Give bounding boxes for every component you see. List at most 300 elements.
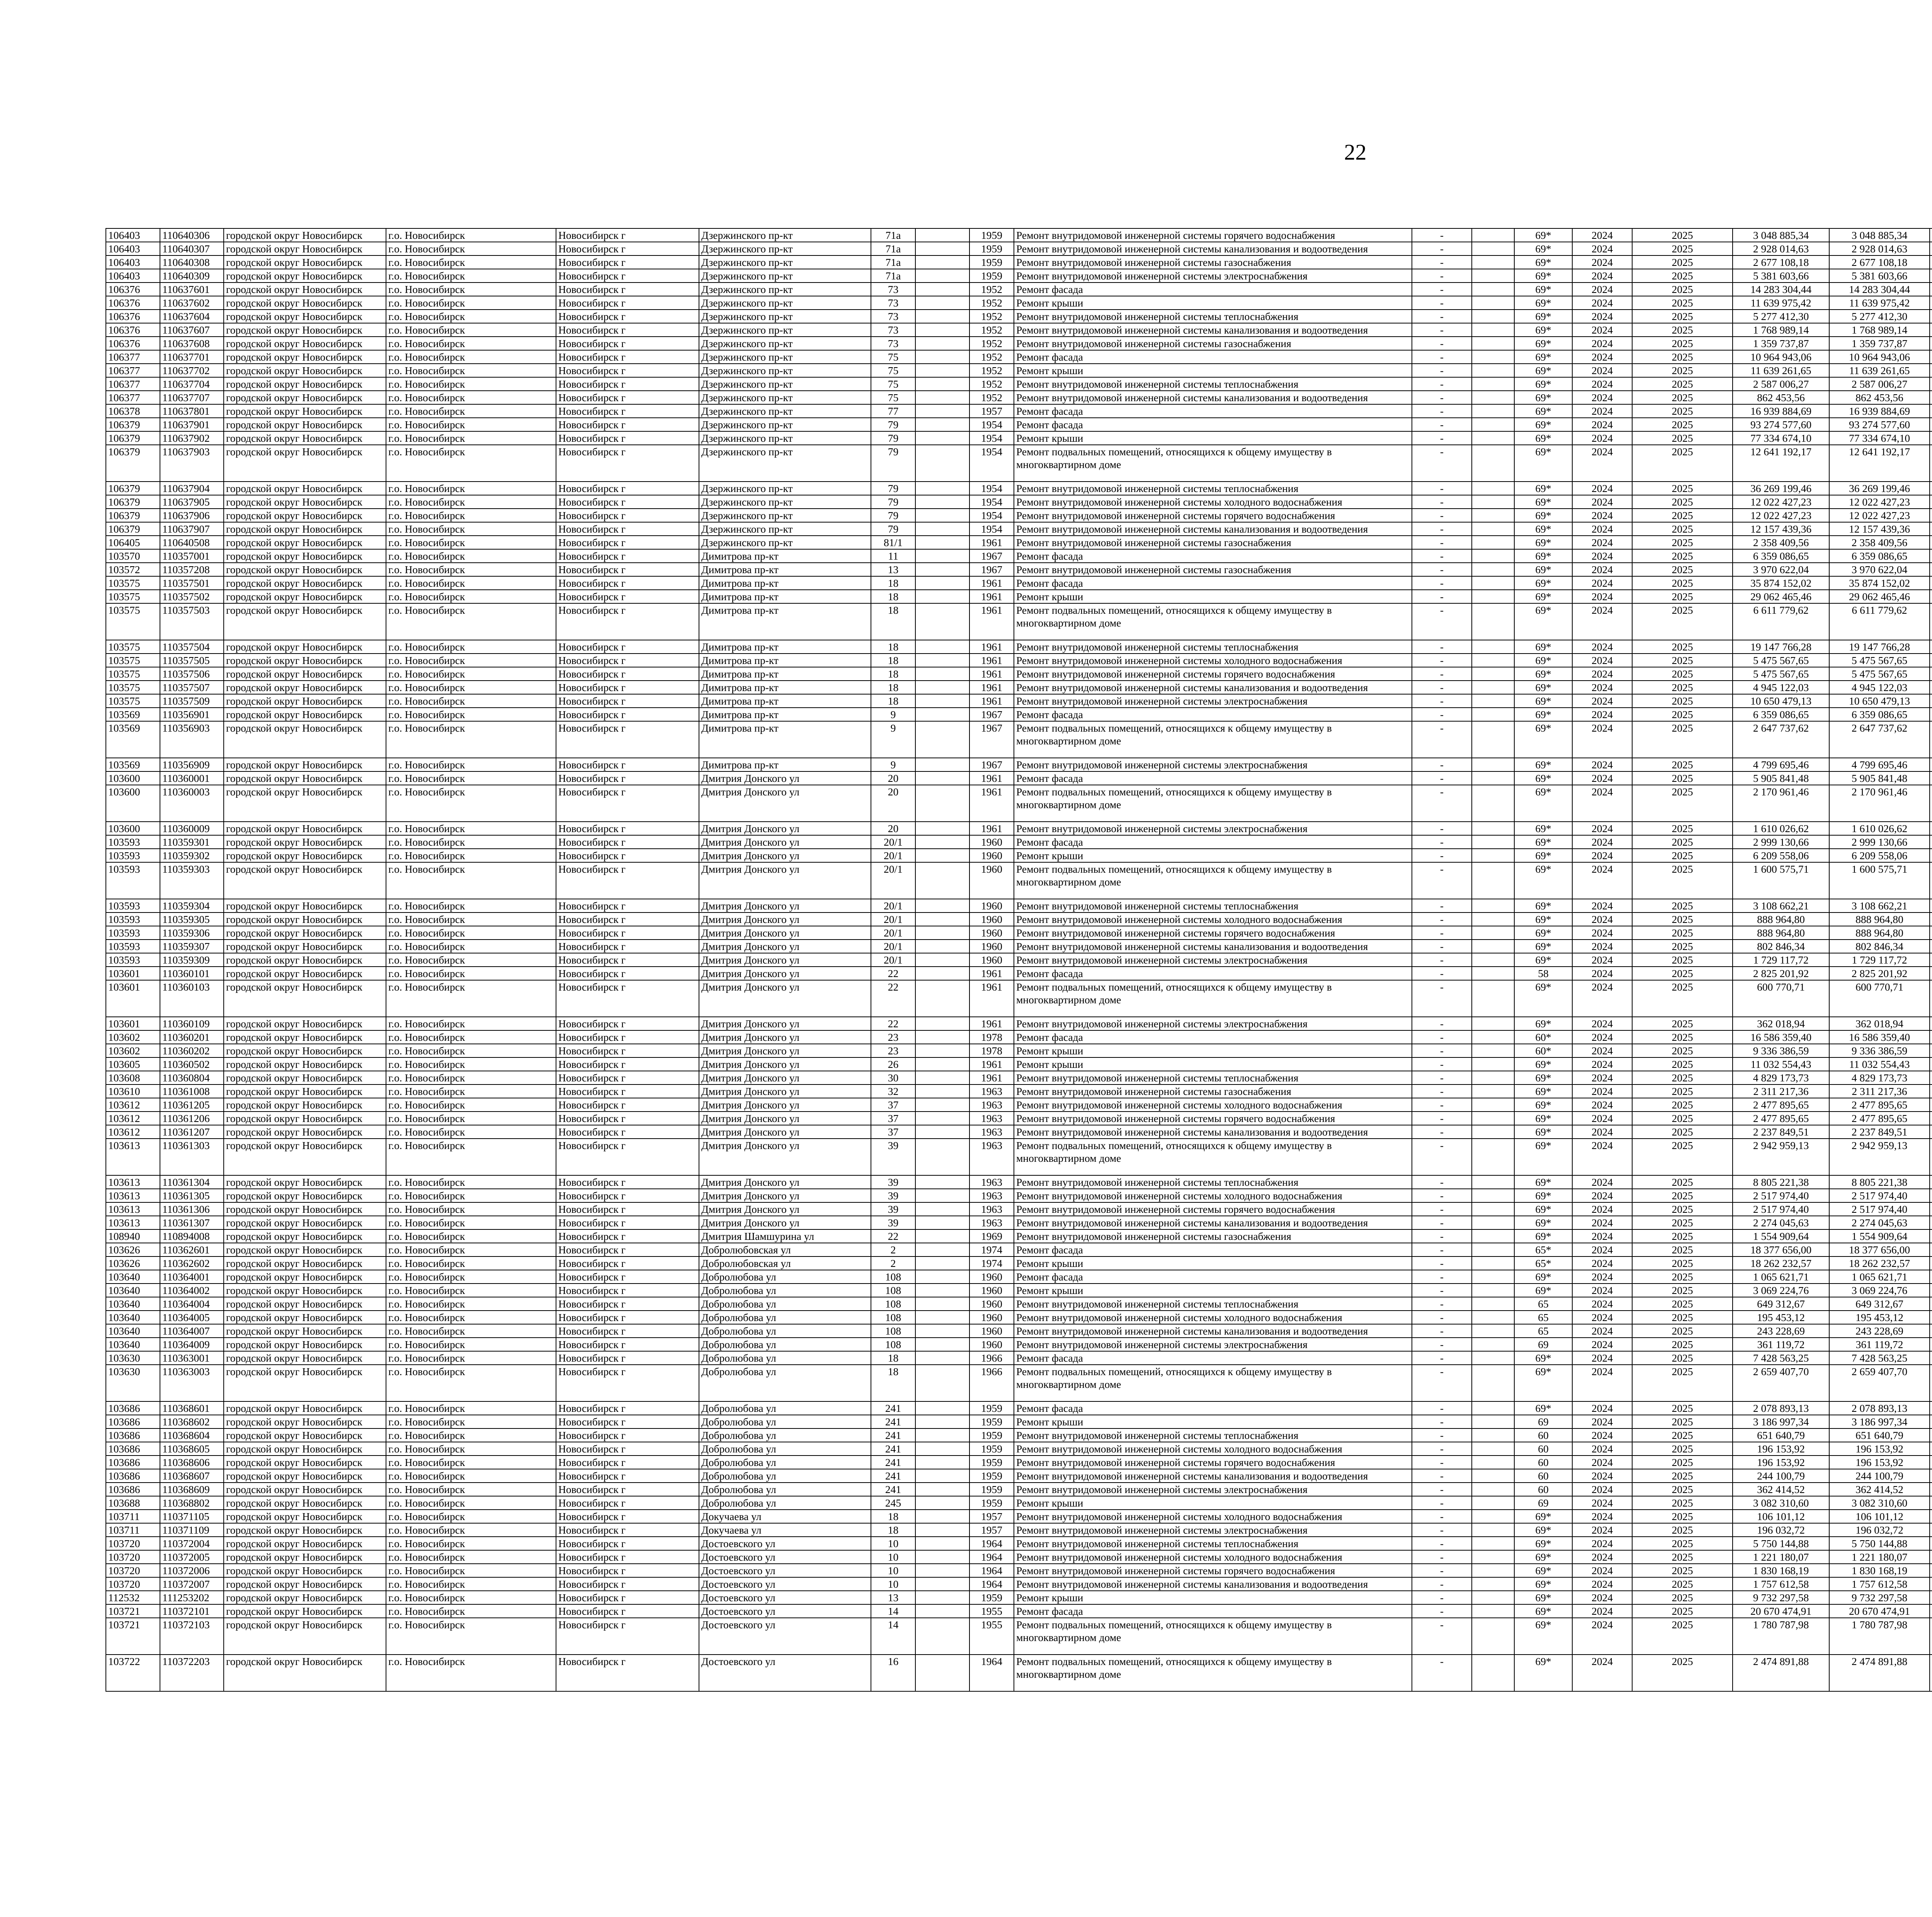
year-to-cell: 2025 (1632, 522, 1733, 536)
empty-cell (1472, 1655, 1514, 1691)
municipality-cell: городской округ Новосибирск (224, 1415, 386, 1428)
federal-budget-cell (1930, 654, 1932, 667)
fund-cost-cell: 244 100,79 (1829, 1469, 1930, 1483)
fund-cost-cell: 196 032,72 (1829, 1523, 1930, 1537)
total-cost-cell: 3 970 622,04 (1733, 563, 1829, 576)
street-cell: Дмитрия Донского ул (699, 940, 871, 953)
year-from-cell: 2024 (1572, 899, 1632, 913)
settlement-cell: Новосибирск г (556, 1057, 699, 1071)
build-year-cell: 1967 (969, 708, 1014, 721)
empty-cell (915, 681, 969, 694)
work-id-cell: 110361306 (160, 1202, 224, 1216)
table-row (106, 1591, 1932, 1604)
table-row (106, 495, 1932, 509)
urban-district-cell: г.о. Новосибирск (386, 1189, 556, 1202)
street-cell: Дмитрия Донского ул (699, 835, 871, 849)
empty-cell (1472, 1216, 1514, 1229)
work-type-cell: Ремонт внутридомовой инженерной системы электроснабжения (1014, 1483, 1412, 1496)
work-type-cell: Ремонт фасада (1014, 771, 1412, 785)
table-row (106, 1604, 1932, 1618)
dash-cell: - (1412, 1297, 1472, 1311)
work-type-cell: Ремонт внутридомовой инженерной системы электроснабжения (1014, 1338, 1412, 1351)
total-cost-cell: 12 157 439,36 (1733, 522, 1829, 536)
dash-cell: - (1412, 1604, 1472, 1618)
house-number-cell: 10 (871, 1564, 915, 1577)
federal-budget-cell (1930, 681, 1932, 694)
work-id-cell: 110362602 (160, 1256, 224, 1270)
work-id-cell: 110372005 (160, 1550, 224, 1564)
work-id-cell: 110637607 (160, 323, 224, 337)
work-id-cell: 110637901 (160, 418, 224, 431)
work-type-cell: Ремонт внутридомовой инженерной системы канализования и водоотведения (1014, 391, 1412, 404)
work-type-cell: Ремонт внутридомовой инженерной системы теплоснабжения (1014, 482, 1412, 495)
empty-cell (1472, 1270, 1514, 1284)
settlement-cell: Новосибирск г (556, 1189, 699, 1202)
urban-district-cell: г.о. Новосибирск (386, 849, 556, 862)
empty-cell (1472, 640, 1514, 654)
federal-budget-cell (1930, 391, 1932, 404)
year-to-cell: 2025 (1632, 1591, 1733, 1604)
wear-percent-cell: 69* (1514, 1270, 1572, 1284)
work-id-cell: 110360109 (160, 1017, 224, 1030)
empty-cell (1472, 242, 1514, 255)
house-number-cell: 20/1 (871, 926, 915, 940)
federal-budget-cell (1930, 1071, 1932, 1084)
empty-cell (915, 1537, 969, 1550)
urban-district-cell: г.о. Новосибирск (386, 310, 556, 323)
wear-percent-cell: 69* (1514, 255, 1572, 269)
urban-district-cell: г.о. Новосибирск (386, 228, 556, 242)
wear-percent-cell: 69* (1514, 296, 1572, 310)
work-id-cell: 110357502 (160, 590, 224, 603)
empty-cell (1472, 1523, 1514, 1537)
municipality-cell: городской округ Новосибирск (224, 1564, 386, 1577)
wear-percent-cell: 69* (1514, 418, 1572, 431)
year-from-cell: 2024 (1572, 482, 1632, 495)
house-number-cell: 39 (871, 1202, 915, 1216)
empty-cell (915, 509, 969, 522)
municipality-cell: городской округ Новосибирск (224, 771, 386, 785)
total-cost-cell: 2 999 130,66 (1733, 835, 1829, 849)
table-row (106, 1139, 1932, 1175)
urban-district-cell: г.о. Новосибирск (386, 522, 556, 536)
municipality-cell: городской округ Новосибирск (224, 1071, 386, 1084)
year-to-cell: 2025 (1632, 1112, 1733, 1125)
work-type-cell: Ремонт внутридомовой инженерной системы электроснабжения (1014, 1523, 1412, 1537)
total-cost-cell: 5 750 144,88 (1733, 1537, 1829, 1550)
year-from-cell: 2024 (1572, 694, 1632, 708)
total-cost-cell: 888 964,80 (1733, 913, 1829, 926)
work-id-cell: 110637707 (160, 391, 224, 404)
house-id-cell: 103600 (106, 771, 160, 785)
fund-cost-cell: 2 587 006,27 (1829, 377, 1930, 391)
settlement-cell: Новосибирск г (556, 1284, 699, 1297)
street-cell: Дзержинского пр-кт (699, 323, 871, 337)
work-id-cell: 110361304 (160, 1175, 224, 1189)
municipality-cell: городской округ Новосибирск (224, 1112, 386, 1125)
work-id-cell: 110637602 (160, 296, 224, 310)
federal-budget-cell (1930, 1365, 1932, 1401)
house-number-cell: 9 (871, 721, 915, 758)
federal-budget-cell (1930, 1229, 1932, 1243)
work-type-cell: Ремонт внутридомовой инженерной системы холодного водоснабжения (1014, 495, 1412, 509)
dash-cell: - (1412, 269, 1472, 283)
urban-district-cell: г.о. Новосибирск (386, 1591, 556, 1604)
municipality-cell: городской округ Новосибирск (224, 310, 386, 323)
settlement-cell: Новосибирск г (556, 694, 699, 708)
total-cost-cell: 11 032 554,43 (1733, 1057, 1829, 1071)
work-id-cell: 110361305 (160, 1189, 224, 1202)
fund-cost-cell: 1 065 621,71 (1829, 1270, 1930, 1284)
house-id-cell: 106379 (106, 522, 160, 536)
street-cell: Дзержинского пр-кт (699, 495, 871, 509)
house-id-cell: 106376 (106, 310, 160, 323)
empty-cell (1472, 1125, 1514, 1139)
year-from-cell: 2024 (1572, 967, 1632, 980)
house-id-cell: 106379 (106, 431, 160, 445)
fund-cost-cell: 3 082 310,60 (1829, 1496, 1930, 1510)
empty-cell (915, 1030, 969, 1044)
fund-cost-cell: 1 359 737,87 (1829, 337, 1930, 350)
street-cell: Дмитрия Донского ул (699, 1017, 871, 1030)
fund-cost-cell: 651 640,79 (1829, 1428, 1930, 1442)
settlement-cell: Новосибирск г (556, 1297, 699, 1311)
dash-cell: - (1412, 1030, 1472, 1044)
fund-cost-cell: 12 157 439,36 (1829, 522, 1930, 536)
work-id-cell: 110361205 (160, 1098, 224, 1112)
dash-cell: - (1412, 721, 1472, 758)
empty-cell (915, 1401, 969, 1415)
empty-cell (915, 1139, 969, 1175)
fund-cost-cell: 2 659 407,70 (1829, 1365, 1930, 1401)
build-year-cell: 1960 (969, 1338, 1014, 1351)
year-from-cell: 2024 (1572, 1510, 1632, 1523)
federal-budget-cell (1930, 822, 1932, 835)
total-cost-cell: 12 022 427,23 (1733, 495, 1829, 509)
settlement-cell: Новосибирск г (556, 1324, 699, 1338)
wear-percent-cell: 69* (1514, 283, 1572, 296)
urban-district-cell: г.о. Новосибирск (386, 1604, 556, 1618)
empty-cell (915, 721, 969, 758)
empty-cell (1472, 967, 1514, 980)
settlement-cell: Новосибирск г (556, 1044, 699, 1057)
empty-cell (1472, 681, 1514, 694)
build-year-cell: 1961 (969, 603, 1014, 640)
year-from-cell: 2024 (1572, 1044, 1632, 1057)
fund-cost-cell: 3 186 997,34 (1829, 1415, 1930, 1428)
urban-district-cell: г.о. Новосибирск (386, 1428, 556, 1442)
work-type-cell: Ремонт внутридомовой инженерной системы электроснабжения (1014, 1017, 1412, 1030)
work-type-cell: Ремонт крыши (1014, 1057, 1412, 1071)
wear-percent-cell: 69* (1514, 862, 1572, 899)
work-type-cell: Ремонт фасада (1014, 1270, 1412, 1284)
year-to-cell: 2025 (1632, 255, 1733, 269)
house-id-cell: 103688 (106, 1496, 160, 1510)
urban-district-cell: г.о. Новосибирск (386, 391, 556, 404)
build-year-cell: 1963 (969, 1202, 1014, 1216)
year-from-cell: 2024 (1572, 1057, 1632, 1071)
municipality-cell: городской округ Новосибирск (224, 255, 386, 269)
settlement-cell: Новосибирск г (556, 1229, 699, 1243)
settlement-cell: Новосибирск г (556, 980, 699, 1017)
work-id-cell: 110357503 (160, 603, 224, 640)
table-row (106, 1098, 1932, 1112)
urban-district-cell: г.о. Новосибирск (386, 1139, 556, 1175)
federal-budget-cell (1930, 431, 1932, 445)
settlement-cell: Новосибирск г (556, 758, 699, 771)
dash-cell: - (1412, 431, 1472, 445)
total-cost-cell: 3 048 885,34 (1733, 228, 1829, 242)
work-id-cell: 110640306 (160, 228, 224, 242)
municipality-cell: городской округ Новосибирск (224, 1256, 386, 1270)
settlement-cell: Новосибирск г (556, 242, 699, 255)
year-from-cell: 2024 (1572, 940, 1632, 953)
urban-district-cell: г.о. Новосибирск (386, 913, 556, 926)
federal-budget-cell (1930, 255, 1932, 269)
house-number-cell: 241 (871, 1428, 915, 1442)
build-year-cell: 1959 (969, 269, 1014, 283)
fund-cost-cell: 8 805 221,38 (1829, 1175, 1930, 1189)
wear-percent-cell: 69* (1514, 1618, 1572, 1655)
total-cost-cell: 3 082 310,60 (1733, 1496, 1829, 1510)
street-cell: Добролюбова ул (699, 1428, 871, 1442)
build-year-cell: 1961 (969, 590, 1014, 603)
wear-percent-cell: 69* (1514, 1351, 1572, 1365)
build-year-cell: 1961 (969, 536, 1014, 549)
wear-percent-cell: 69* (1514, 771, 1572, 785)
work-id-cell: 110356909 (160, 758, 224, 771)
table-row (106, 549, 1932, 563)
dash-cell: - (1412, 1510, 1472, 1523)
build-year-cell: 1964 (969, 1550, 1014, 1564)
year-to-cell: 2025 (1632, 913, 1733, 926)
wear-percent-cell: 60 (1514, 1469, 1572, 1483)
dash-cell: - (1412, 1415, 1472, 1428)
empty-cell (915, 482, 969, 495)
house-id-cell: 103720 (106, 1537, 160, 1550)
municipality-cell: городской округ Новосибирск (224, 1351, 386, 1365)
dash-cell: - (1412, 418, 1472, 431)
fund-cost-cell: 195 453,12 (1829, 1311, 1930, 1324)
federal-budget-cell (1930, 1243, 1932, 1256)
urban-district-cell: г.о. Новосибирск (386, 967, 556, 980)
house-number-cell: 30 (871, 1071, 915, 1084)
house-id-cell: 103575 (106, 681, 160, 694)
wear-percent-cell: 65* (1514, 1243, 1572, 1256)
settlement-cell: Новосибирск г (556, 283, 699, 296)
settlement-cell: Новосибирск г (556, 1604, 699, 1618)
table-row (106, 337, 1932, 350)
empty-cell (1472, 549, 1514, 563)
work-type-cell: Ремонт внутридомовой инженерной системы теплоснабжения (1014, 1071, 1412, 1084)
wear-percent-cell: 69* (1514, 1523, 1572, 1537)
dash-cell: - (1412, 495, 1472, 509)
work-type-cell: Ремонт подвальных помещений, относящихся к общему имуществу в многоквартирном доме (1014, 721, 1412, 758)
urban-district-cell: г.о. Новосибирск (386, 1469, 556, 1483)
fund-cost-cell: 77 334 674,10 (1829, 431, 1930, 445)
urban-district-cell: г.о. Новосибирск (386, 1510, 556, 1523)
empty-cell (1472, 522, 1514, 536)
year-from-cell: 2024 (1572, 310, 1632, 323)
fund-cost-cell: 2 170 961,46 (1829, 785, 1930, 822)
wear-percent-cell: 60* (1514, 1044, 1572, 1057)
total-cost-cell: 3 108 662,21 (1733, 899, 1829, 913)
empty-cell (1472, 980, 1514, 1017)
wear-percent-cell: 69* (1514, 563, 1572, 576)
dash-cell: - (1412, 654, 1472, 667)
urban-district-cell: г.о. Новосибирск (386, 953, 556, 967)
empty-cell (915, 418, 969, 431)
urban-district-cell: г.о. Новосибирск (386, 283, 556, 296)
table-row (106, 835, 1932, 849)
street-cell: Дзержинского пр-кт (699, 377, 871, 391)
total-cost-cell: 35 874 152,02 (1733, 576, 1829, 590)
wear-percent-cell: 69* (1514, 364, 1572, 377)
empty-cell (1472, 771, 1514, 785)
dash-cell: - (1412, 323, 1472, 337)
wear-percent-cell: 69* (1514, 1017, 1572, 1030)
federal-budget-cell (1930, 1618, 1932, 1655)
build-year-cell: 1974 (969, 1256, 1014, 1270)
house-id-cell: 103720 (106, 1564, 160, 1577)
federal-budget-cell (1930, 549, 1932, 563)
empty-cell (915, 1523, 969, 1537)
year-to-cell: 2025 (1632, 1017, 1733, 1030)
dash-cell: - (1412, 926, 1472, 940)
house-id-cell: 103686 (106, 1401, 160, 1415)
build-year-cell: 1961 (969, 967, 1014, 980)
total-cost-cell: 5 905 841,48 (1733, 771, 1829, 785)
empty-cell (915, 431, 969, 445)
year-to-cell: 2025 (1632, 721, 1733, 758)
urban-district-cell: г.о. Новосибирск (386, 1270, 556, 1284)
street-cell: Дмитрия Донского ул (699, 899, 871, 913)
empty-cell (1472, 1030, 1514, 1044)
fund-cost-cell: 6 359 086,65 (1829, 708, 1930, 721)
year-to-cell: 2025 (1632, 1550, 1733, 1564)
street-cell: Дмитрия Донского ул (699, 1084, 871, 1098)
year-from-cell: 2024 (1572, 1270, 1632, 1284)
year-to-cell: 2025 (1632, 1030, 1733, 1044)
fund-cost-cell: 18 262 232,57 (1829, 1256, 1930, 1270)
work-type-cell: Ремонт подвальных помещений, относящихся к общему имуществу в многоквартирном доме (1014, 980, 1412, 1017)
dash-cell: - (1412, 377, 1472, 391)
empty-cell (915, 1324, 969, 1338)
year-to-cell: 2025 (1632, 590, 1733, 603)
municipality-cell: городской округ Новосибирск (224, 603, 386, 640)
build-year-cell: 1954 (969, 418, 1014, 431)
build-year-cell: 1960 (969, 1311, 1014, 1324)
wear-percent-cell: 69* (1514, 590, 1572, 603)
empty-cell (1472, 1469, 1514, 1483)
urban-district-cell: г.о. Новосибирск (386, 1618, 556, 1655)
settlement-cell: Новосибирск г (556, 1139, 699, 1175)
work-type-cell: Ремонт внутридомовой инженерной системы холодного водоснабжения (1014, 654, 1412, 667)
table-row (106, 967, 1932, 980)
street-cell: Дмитрия Донского ул (699, 1098, 871, 1112)
empty-cell (1472, 1456, 1514, 1469)
total-cost-cell: 1 768 989,14 (1733, 323, 1829, 337)
urban-district-cell: г.о. Новосибирск (386, 1216, 556, 1229)
street-cell: Добролюбова ул (699, 1496, 871, 1510)
table-row (106, 242, 1932, 255)
build-year-cell: 1959 (969, 1428, 1014, 1442)
fund-cost-cell: 2 274 045,63 (1829, 1216, 1930, 1229)
empty-cell (915, 1469, 969, 1483)
total-cost-cell: 195 453,12 (1733, 1311, 1829, 1324)
empty-cell (1472, 1243, 1514, 1256)
street-cell: Дзержинского пр-кт (699, 391, 871, 404)
work-id-cell: 110372203 (160, 1655, 224, 1691)
empty-cell (915, 1270, 969, 1284)
year-from-cell: 2024 (1572, 1216, 1632, 1229)
year-from-cell: 2024 (1572, 771, 1632, 785)
table-row (106, 1044, 1932, 1057)
table-row (106, 1189, 1932, 1202)
dash-cell: - (1412, 404, 1472, 418)
fund-cost-cell: 1 768 989,14 (1829, 323, 1930, 337)
year-from-cell: 2024 (1572, 431, 1632, 445)
work-type-cell: Ремонт крыши (1014, 1496, 1412, 1510)
build-year-cell: 1960 (969, 862, 1014, 899)
fund-cost-cell: 3 970 622,04 (1829, 563, 1930, 576)
house-id-cell: 103593 (106, 862, 160, 899)
municipality-cell: городской округ Новосибирск (224, 1216, 386, 1229)
total-cost-cell: 14 283 304,44 (1733, 283, 1829, 296)
year-to-cell: 2025 (1632, 337, 1733, 350)
year-to-cell: 2025 (1632, 1523, 1733, 1537)
work-type-cell: Ремонт внутридомовой инженерной системы канализования и водоотведения (1014, 1324, 1412, 1338)
year-from-cell: 2024 (1572, 1577, 1632, 1591)
empty-cell (1472, 1564, 1514, 1577)
house-number-cell: 245 (871, 1496, 915, 1510)
work-id-cell: 110356901 (160, 708, 224, 721)
empty-cell (915, 1189, 969, 1202)
settlement-cell: Новосибирск г (556, 1017, 699, 1030)
fund-cost-cell: 5 381 603,66 (1829, 269, 1930, 283)
dash-cell: - (1412, 509, 1472, 522)
table-row (106, 1351, 1932, 1365)
street-cell: Дзержинского пр-кт (699, 283, 871, 296)
work-id-cell: 110372007 (160, 1577, 224, 1591)
work-type-cell: Ремонт внутридомовой инженерной системы газоснабжения (1014, 536, 1412, 549)
settlement-cell: Новосибирск г (556, 590, 699, 603)
street-cell: Добролюбова ул (699, 1365, 871, 1401)
dash-cell: - (1412, 1618, 1472, 1655)
empty-cell (1472, 1351, 1514, 1365)
street-cell: Димитрова пр-кт (699, 590, 871, 603)
empty-cell (1472, 310, 1514, 323)
street-cell: Дмитрия Донского ул (699, 1139, 871, 1175)
urban-district-cell: г.о. Новосибирск (386, 255, 556, 269)
settlement-cell: Новосибирск г (556, 721, 699, 758)
house-id-cell: 103601 (106, 967, 160, 980)
urban-district-cell: г.о. Новосибирск (386, 708, 556, 721)
street-cell: Добролюбовская ул (699, 1256, 871, 1270)
house-number-cell: 37 (871, 1098, 915, 1112)
dash-cell: - (1412, 822, 1472, 835)
year-to-cell: 2025 (1632, 1324, 1733, 1338)
total-cost-cell: 18 377 656,00 (1733, 1243, 1829, 1256)
settlement-cell: Новосибирск г (556, 1550, 699, 1564)
work-id-cell: 110640308 (160, 255, 224, 269)
urban-district-cell: г.о. Новосибирск (386, 296, 556, 310)
year-from-cell: 2024 (1572, 1496, 1632, 1510)
empty-cell (915, 640, 969, 654)
federal-budget-cell (1930, 708, 1932, 721)
settlement-cell: Новосибирск г (556, 1098, 699, 1112)
year-to-cell: 2025 (1632, 1483, 1733, 1496)
